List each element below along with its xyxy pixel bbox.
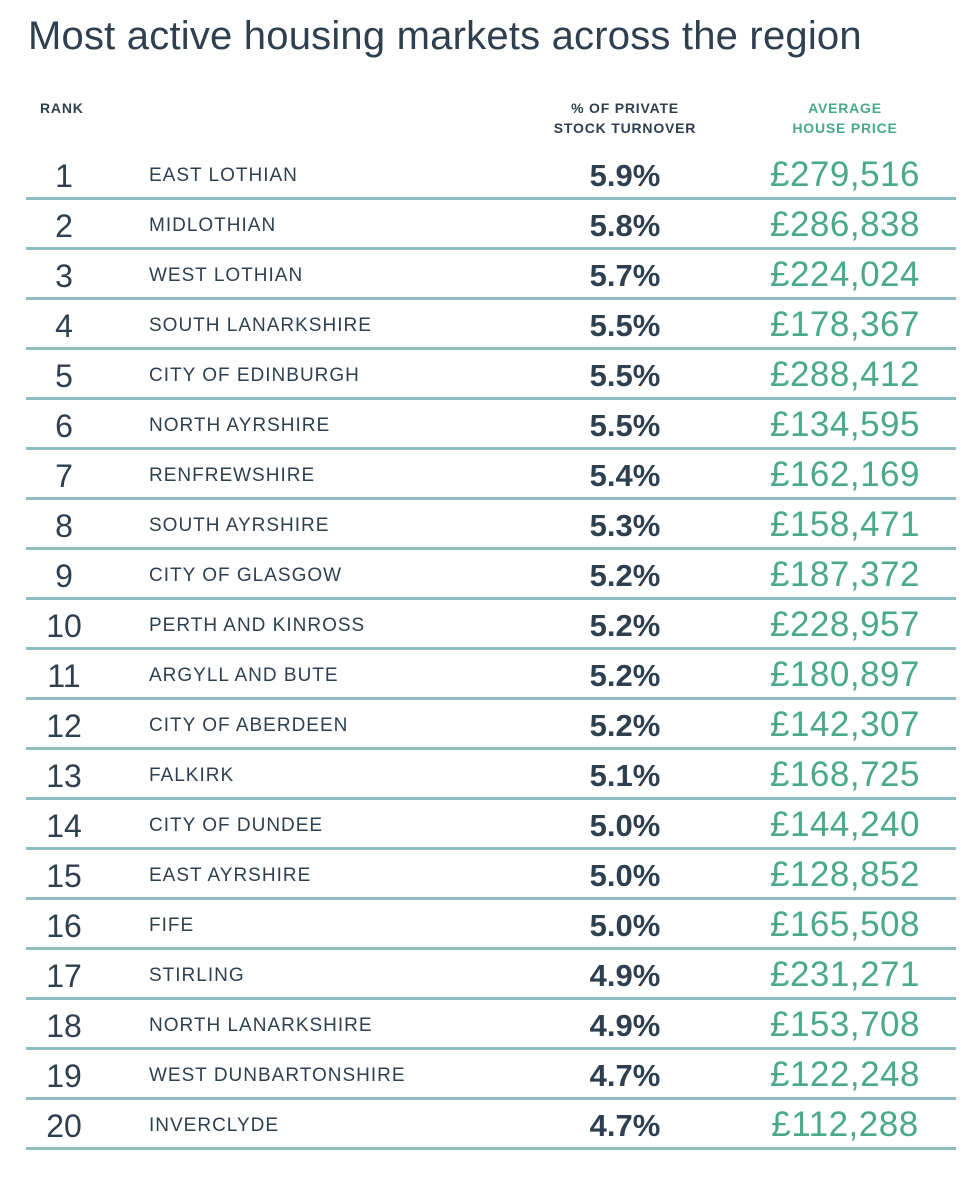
region-cell: CITY OF DUNDEE xyxy=(149,815,324,836)
price-cell: £228,957 xyxy=(770,605,920,644)
table-row xyxy=(0,300,980,350)
turnover-cell: 5.2% xyxy=(589,708,661,743)
turnover-cell: 5.8% xyxy=(589,208,661,243)
table-row xyxy=(0,700,980,750)
turnover-cell: 5.2% xyxy=(589,608,661,643)
price-cell: £178,367 xyxy=(770,305,920,344)
price-cell: £286,838 xyxy=(770,205,920,244)
region-cell: SOUTH LANARKSHIRE xyxy=(149,315,372,336)
turnover-cell: 5.7% xyxy=(589,258,661,293)
turnover-column-header xyxy=(520,98,730,138)
turnover-cell: 4.7% xyxy=(589,1108,661,1143)
table-row xyxy=(0,150,980,200)
table-row xyxy=(0,350,980,400)
region-cell: NORTH AYRSHIRE xyxy=(149,415,331,436)
table-row xyxy=(0,950,980,1000)
price-cell: £128,852 xyxy=(770,855,920,894)
region-cell: FIFE xyxy=(149,915,195,936)
region-cell: PERTH AND KINROSS xyxy=(149,615,366,636)
price-cell: £288,412 xyxy=(770,355,920,394)
region-cell: NORTH LANARKSHIRE xyxy=(149,1015,373,1036)
table-row xyxy=(0,850,980,900)
rank-cell: 18 xyxy=(46,1008,82,1044)
turnover-cell: 5.5% xyxy=(589,358,661,393)
table-row xyxy=(0,1100,980,1150)
price-cell: £153,708 xyxy=(770,1005,920,1044)
region-cell: CITY OF ABERDEEN xyxy=(149,715,349,736)
region-cell: WEST DUNBARTONSHIRE xyxy=(149,1065,406,1086)
rank-cell: 19 xyxy=(46,1058,82,1094)
price-cell: £231,271 xyxy=(770,955,920,994)
price-cell: £134,595 xyxy=(770,405,920,444)
table-row xyxy=(0,500,980,550)
rank-cell: 10 xyxy=(46,608,82,644)
turnover-cell: 5.2% xyxy=(589,558,661,593)
price-column-header xyxy=(740,98,950,138)
price-cell: £168,725 xyxy=(770,755,920,794)
turnover-cell: 5.5% xyxy=(589,308,661,343)
turnover-cell: 5.0% xyxy=(589,808,661,843)
turnover-header-line1: % OF PRIVATE xyxy=(571,100,679,116)
rank-cell: 2 xyxy=(55,208,73,244)
rank-column-header: RANK xyxy=(40,100,84,116)
table-row xyxy=(0,200,980,250)
region-cell: WEST LOTHIAN xyxy=(149,265,304,286)
rank-cell: 12 xyxy=(46,708,82,744)
region-cell: INVERCLYDE xyxy=(149,1115,280,1136)
turnover-cell: 4.9% xyxy=(589,958,661,993)
turnover-cell: 5.5% xyxy=(589,408,661,443)
region-cell: CITY OF GLASGOW xyxy=(149,565,343,586)
table-row xyxy=(0,900,980,950)
region-cell: SOUTH AYRSHIRE xyxy=(149,515,330,536)
rank-cell: 17 xyxy=(46,958,82,994)
rank-cell: 15 xyxy=(46,858,82,894)
table-row xyxy=(0,1050,980,1100)
region-cell: EAST AYRSHIRE xyxy=(149,865,312,886)
price-cell: £180,897 xyxy=(770,655,920,694)
rank-cell: 9 xyxy=(55,558,73,594)
price-cell: £187,372 xyxy=(770,555,920,594)
table-row xyxy=(0,750,980,800)
turnover-cell: 5.9% xyxy=(589,158,661,193)
rank-cell: 5 xyxy=(55,358,73,394)
region-cell: STIRLING xyxy=(149,965,245,986)
region-cell: MIDLOTHIAN xyxy=(149,215,277,236)
rank-cell: 11 xyxy=(47,658,81,694)
turnover-cell: 4.9% xyxy=(589,1008,661,1043)
region-cell: FALKIRK xyxy=(149,765,235,786)
price-cell: £162,169 xyxy=(770,455,920,494)
price-header-line1: AVERAGE xyxy=(808,100,882,116)
rank-cell: 1 xyxy=(55,158,73,194)
turnover-cell: 5.2% xyxy=(589,658,661,693)
price-cell: £144,240 xyxy=(770,805,920,844)
region-cell: CITY OF EDINBURGH xyxy=(149,365,360,386)
turnover-cell: 4.7% xyxy=(589,1058,661,1093)
table-row xyxy=(0,600,980,650)
region-cell: EAST LOTHIAN xyxy=(149,165,298,186)
table-row xyxy=(0,550,980,600)
price-cell: £165,508 xyxy=(770,905,920,944)
price-cell: £122,248 xyxy=(770,1055,920,1094)
table-row xyxy=(0,650,980,700)
table-row xyxy=(0,400,980,450)
row-divider xyxy=(26,1147,956,1150)
rank-cell: 16 xyxy=(46,908,82,944)
rank-cell: 7 xyxy=(55,458,73,494)
region-cell: RENFREWSHIRE xyxy=(149,465,316,486)
rank-cell: 20 xyxy=(46,1108,82,1144)
price-cell: £279,516 xyxy=(770,155,920,194)
table-row xyxy=(0,450,980,500)
price-header-line2: HOUSE PRICE xyxy=(792,120,898,136)
table-row xyxy=(0,1000,980,1050)
price-cell: £142,307 xyxy=(770,705,920,744)
rank-cell: 3 xyxy=(55,258,73,294)
table-row xyxy=(0,800,980,850)
rank-cell: 8 xyxy=(55,508,73,544)
turnover-cell: 5.0% xyxy=(589,858,661,893)
turnover-header-line2: STOCK TURNOVER xyxy=(553,120,697,136)
price-cell: £112,288 xyxy=(771,1105,919,1144)
turnover-cell: 5.4% xyxy=(589,458,661,493)
price-cell: £224,024 xyxy=(770,255,920,294)
rank-cell: 13 xyxy=(46,758,82,794)
region-cell: ARGYLL AND BUTE xyxy=(149,665,339,686)
price-cell: £158,471 xyxy=(770,505,920,544)
ranking-table xyxy=(0,150,980,1150)
turnover-cell: 5.1% xyxy=(589,758,661,793)
rank-cell: 6 xyxy=(55,408,73,444)
table-row xyxy=(0,250,980,300)
turnover-cell: 5.0% xyxy=(589,908,661,943)
turnover-cell: 5.3% xyxy=(589,508,661,543)
rank-cell: 4 xyxy=(55,308,73,344)
page-title: Most active housing markets across the region xyxy=(28,14,862,58)
rank-cell: 14 xyxy=(46,808,82,844)
